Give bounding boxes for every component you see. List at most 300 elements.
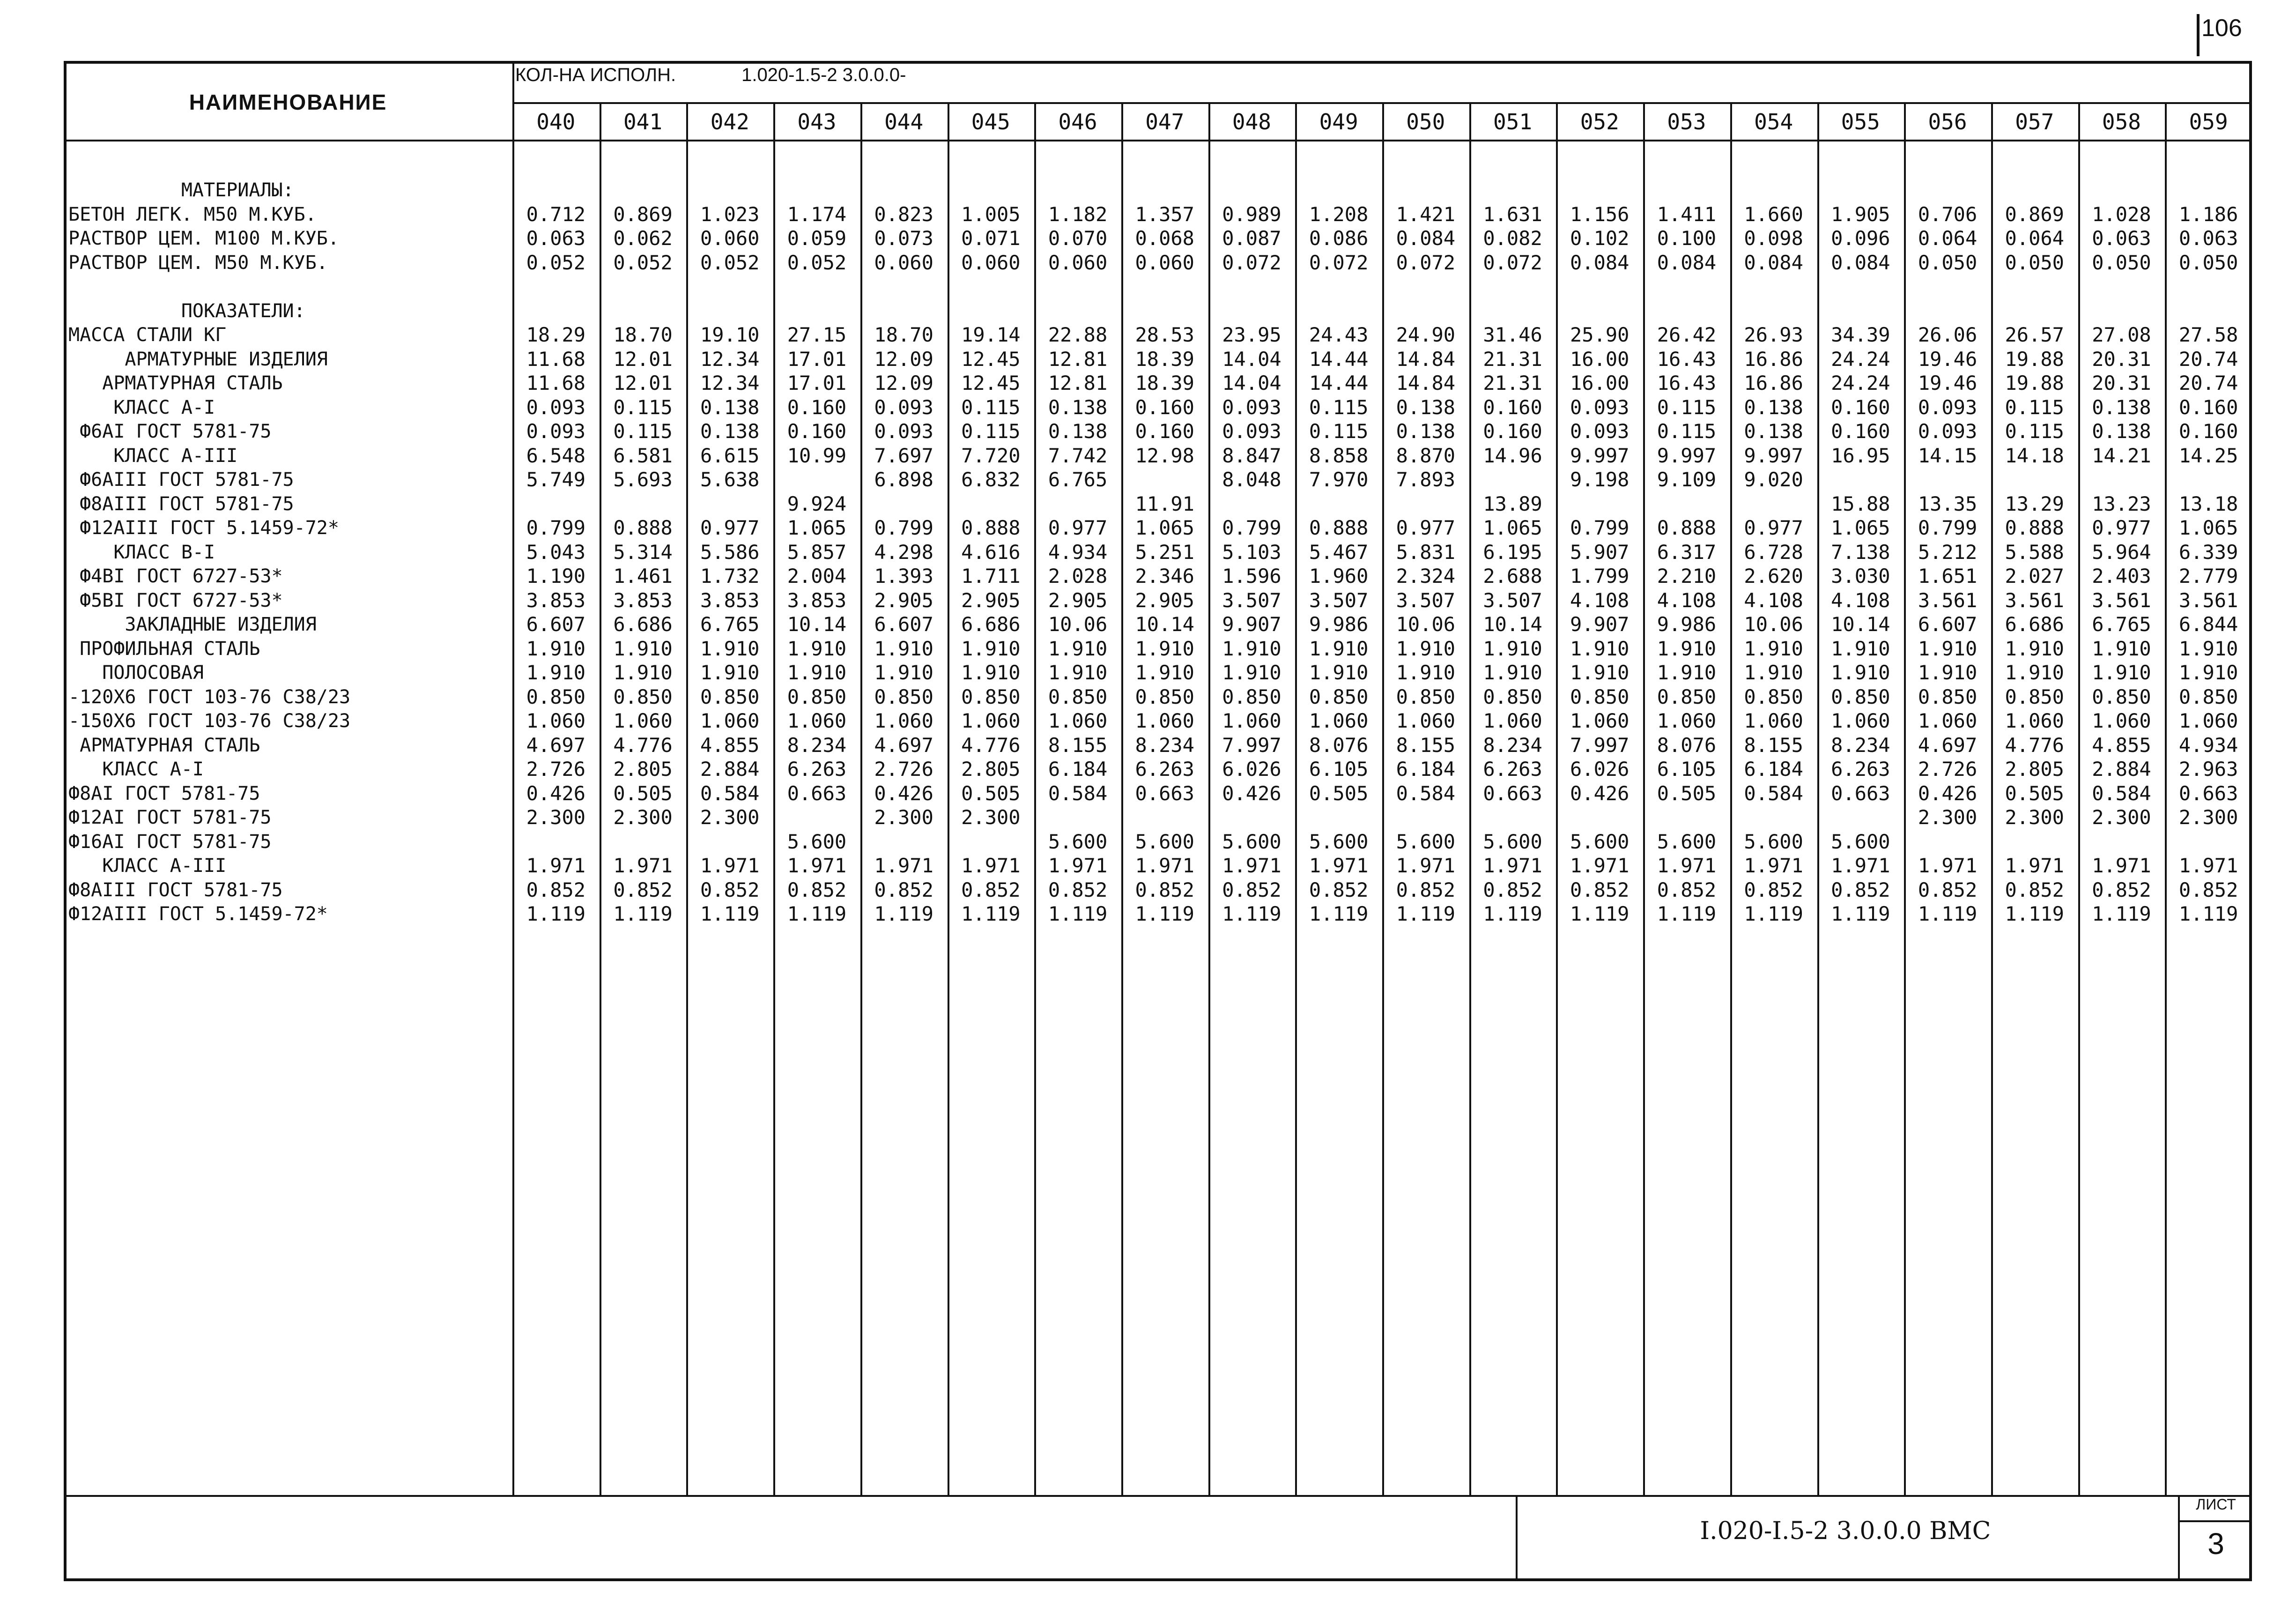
table-cell: 8.048 <box>1222 468 1281 491</box>
table-cell: 1.910 <box>1222 637 1281 660</box>
row-label: Ф5ВI ГОСТ 6727-53* <box>68 589 283 611</box>
table-cell: 5.638 <box>700 468 760 491</box>
table-cell: 1.119 <box>1483 902 1542 925</box>
table-cell: 0.071 <box>961 227 1021 250</box>
table-cell: 5.600 <box>1222 830 1281 853</box>
table-cell: 1.119 <box>1744 902 1803 925</box>
table-cell: 4.697 <box>1918 733 1978 757</box>
table-cell: 1.971 <box>1744 854 1803 877</box>
row-label: БЕТОН ЛЕГК. М50 М.КУБ. <box>68 203 317 225</box>
table-cell: 1.971 <box>2005 854 2064 877</box>
table-cell: 1.060 <box>1918 709 1978 732</box>
table-cell: 1.910 <box>613 661 673 684</box>
table-cell: 0.888 <box>2005 516 2064 539</box>
table-cell: 25.90 <box>1570 323 1629 346</box>
table-cell: 27.58 <box>2178 323 2238 346</box>
table-cell: 0.115 <box>613 420 673 443</box>
table-cell: 1.971 <box>1396 854 1456 877</box>
table-cell: 8.155 <box>1396 733 1456 757</box>
table-cell: 1.910 <box>1744 637 1803 660</box>
table-cell: 0.663 <box>1831 781 1890 805</box>
table-cell: 9.997 <box>1744 444 1803 467</box>
table-cell: 1.960 <box>1309 565 1369 588</box>
table-cell: 0.426 <box>1918 781 1978 805</box>
table-cell: 1.910 <box>2092 637 2151 660</box>
row-label: КЛАСС А-III <box>68 855 227 877</box>
table-cell: 5.586 <box>700 540 760 564</box>
table-cell: 13.18 <box>2178 492 2238 515</box>
column-header: 051 <box>1493 109 1533 134</box>
sheet-label: ЛИСТ <box>2196 1496 2236 1513</box>
table-cell: 2.884 <box>700 758 760 781</box>
table-cell: 1.910 <box>700 637 760 660</box>
table-cell: 1.910 <box>1048 661 1108 684</box>
table-cell: 13.89 <box>1483 492 1542 515</box>
table-cell: 0.852 <box>526 878 586 901</box>
table-cell: 0.850 <box>1309 685 1369 708</box>
table-cell: 2.300 <box>874 806 933 829</box>
table-cell: 0.852 <box>1831 878 1890 901</box>
table-cell: 0.160 <box>1135 395 1194 419</box>
table-cell: 5.588 <box>2005 540 2064 564</box>
table-cell: 0.426 <box>1570 781 1629 805</box>
table-cell: 0.852 <box>613 878 673 901</box>
table-cell: 4.697 <box>526 733 586 757</box>
table-cell: 0.115 <box>1309 420 1369 443</box>
table-cell: 1.910 <box>1570 637 1629 660</box>
column-header: 041 <box>623 109 663 134</box>
table-cell: 16.43 <box>1657 347 1717 371</box>
table-cell: 0.093 <box>526 420 586 443</box>
table-cell: 2.300 <box>2005 806 2064 829</box>
table-cell: 6.195 <box>1483 540 1542 564</box>
table-cell: 16.00 <box>1570 347 1629 371</box>
table-cell: 0.093 <box>874 395 933 419</box>
table-cell: 10.06 <box>1048 613 1108 636</box>
table-cell: 0.063 <box>2178 227 2238 250</box>
table-cell: 2.027 <box>2005 565 2064 588</box>
table-cell: 2.963 <box>2178 758 2238 781</box>
table-cell: 2.905 <box>1048 588 1108 612</box>
row-label: -150Х6 ГОСТ 103-76 С38/23 <box>68 710 351 732</box>
table-cell: 14.44 <box>1309 347 1369 371</box>
table-cell: 0.100 <box>1657 227 1717 250</box>
table-cell: 6.026 <box>1570 758 1629 781</box>
table-cell: 1.910 <box>1570 661 1629 684</box>
column-header: 053 <box>1667 109 1706 134</box>
table-cell: 6.263 <box>1831 758 1890 781</box>
table-cell: 0.138 <box>700 395 760 419</box>
table-cell: 7.997 <box>1570 733 1629 757</box>
table-cell: 1.119 <box>1831 902 1890 925</box>
table-cell: 0.115 <box>1309 395 1369 419</box>
table-cell: 9.198 <box>1570 468 1629 491</box>
table-cell: 0.062 <box>613 227 673 250</box>
table-cell: 14.15 <box>1918 444 1978 467</box>
table-cell: 4.855 <box>700 733 760 757</box>
table-cell: 1.971 <box>2092 854 2151 877</box>
column-header: 054 <box>1754 109 1793 134</box>
table-cell: 0.160 <box>1831 395 1890 419</box>
column-header: 048 <box>1232 109 1271 134</box>
table-cell: 1.910 <box>1222 661 1281 684</box>
column-header: 043 <box>797 109 837 134</box>
table-cell: 5.251 <box>1135 540 1194 564</box>
table-cell: 4.855 <box>2092 733 2151 757</box>
table-cell: 4.934 <box>2178 733 2238 757</box>
table-cell: 5.600 <box>1048 830 1108 853</box>
table-cell: 4.776 <box>2005 733 2064 757</box>
row-label: КЛАСС А-I <box>68 759 204 780</box>
table-cell: 0.115 <box>1657 395 1717 419</box>
table-cell: 1.971 <box>1048 854 1108 877</box>
table-cell: 0.096 <box>1831 227 1890 250</box>
table-cell: 0.138 <box>1048 395 1108 419</box>
table-cell: 0.138 <box>1744 420 1803 443</box>
table-cell: 1.119 <box>2178 902 2238 925</box>
table-cell: 2.300 <box>2178 806 2238 829</box>
table-cell: 0.160 <box>1831 420 1890 443</box>
table-cell: 0.060 <box>1135 251 1194 274</box>
table-cell: 16.95 <box>1831 444 1890 467</box>
table-cell: 1.119 <box>613 902 673 925</box>
table-cell: 16.86 <box>1744 372 1803 394</box>
row-label: Ф8АI ГОСТ 5781-75 <box>68 782 260 804</box>
row-label: РАСТВОР ЦЕМ. М50 М.КУБ. <box>68 252 328 274</box>
table-cell: 8.155 <box>1744 733 1803 757</box>
table-cell: 0.072 <box>1222 251 1281 274</box>
table-cell: 1.119 <box>787 902 847 925</box>
table-cell: 1.910 <box>1918 637 1978 660</box>
table-cell: 4.776 <box>613 733 673 757</box>
table-cell: 6.898 <box>874 468 933 491</box>
table-cell: 0.977 <box>1396 516 1456 539</box>
table-cell: 1.060 <box>613 709 673 732</box>
table-cell: 8.234 <box>1483 733 1542 757</box>
table-cell: 0.799 <box>1570 516 1629 539</box>
table-cell: 0.052 <box>700 251 760 274</box>
table-cell: 18.39 <box>1135 372 1194 394</box>
table-cell: 18.70 <box>874 323 933 346</box>
table-cell: 0.850 <box>613 685 673 708</box>
table-cell: 2.004 <box>787 565 847 588</box>
table-cell: 0.050 <box>2092 251 2151 274</box>
column-header: 052 <box>1580 109 1619 134</box>
table-cell: 6.844 <box>2178 613 2238 636</box>
table-cell: 3.853 <box>613 588 673 612</box>
table-cell: 26.93 <box>1744 323 1803 346</box>
table-cell: 1.060 <box>1396 709 1456 732</box>
table-cell: 0.138 <box>700 420 760 443</box>
table-cell: 1.799 <box>1570 565 1629 588</box>
table-cell: 14.04 <box>1222 372 1281 394</box>
table-cell: 7.742 <box>1048 444 1108 467</box>
column-header: 044 <box>884 109 924 134</box>
page-number-bar <box>2197 14 2200 56</box>
table-cell: 4.776 <box>961 733 1021 757</box>
table-cell: 4.108 <box>1570 588 1629 612</box>
table-cell: 19.88 <box>2005 372 2064 394</box>
row-label: КЛАСС В-I <box>68 541 215 563</box>
table-cell: 5.600 <box>1657 830 1717 853</box>
table-cell: 1.910 <box>961 661 1021 684</box>
table-cell: 12.34 <box>700 347 760 371</box>
table-cell: 1.971 <box>1570 854 1629 877</box>
table-cell: 7.970 <box>1309 468 1369 491</box>
table-cell: 0.869 <box>2005 202 2064 226</box>
table-cell: 12.09 <box>874 347 933 371</box>
table-cell: 6.026 <box>1222 758 1281 781</box>
table-cell: 1.910 <box>1744 661 1803 684</box>
table-cell: 0.093 <box>1918 420 1978 443</box>
table-cell: 12.34 <box>700 372 760 394</box>
table-cell: 8.847 <box>1222 444 1281 467</box>
table-cell: 16.00 <box>1570 372 1629 394</box>
table-cell: 0.138 <box>1744 395 1803 419</box>
table-cell: 27.15 <box>787 323 847 346</box>
table-cell: 1.910 <box>1483 661 1542 684</box>
table-cell: 0.850 <box>700 685 760 708</box>
table-cell: 0.093 <box>1570 395 1629 419</box>
table-cell: 22.88 <box>1048 323 1108 346</box>
table-cell: 5.103 <box>1222 540 1281 564</box>
table-cell: 4.616 <box>961 540 1021 564</box>
table-cell: 1.060 <box>787 709 847 732</box>
table-cell: 0.093 <box>874 420 933 443</box>
table-cell: 1.119 <box>1918 902 1978 925</box>
table-cell: 1.060 <box>2178 709 2238 732</box>
table-cell: 1.910 <box>787 637 847 660</box>
table-cell: 1.411 <box>1657 202 1717 226</box>
table-cell: 0.052 <box>787 251 847 274</box>
table-cell: 6.105 <box>1657 758 1717 781</box>
table-cell: 2.726 <box>526 758 586 781</box>
row-label: ПРОФИЛЬНАЯ СТАЛЬ <box>68 638 260 660</box>
table-cell: 1.971 <box>1918 854 1978 877</box>
table-cell: 20.74 <box>2178 347 2238 371</box>
table-cell: 6.263 <box>1483 758 1542 781</box>
sheet-divider-line <box>2178 1520 2252 1522</box>
table-cell: 1.910 <box>1657 661 1717 684</box>
table-cell: 4.108 <box>1657 588 1717 612</box>
column-header: 056 <box>1928 109 1967 134</box>
table-cell: 12.09 <box>874 372 933 394</box>
table-cell: 14.18 <box>2005 444 2064 467</box>
table-cell: 14.44 <box>1309 372 1369 394</box>
table-cell: 1.910 <box>1309 661 1369 684</box>
table-cell: 1.119 <box>526 902 586 925</box>
table-cell: 1.182 <box>1048 202 1108 226</box>
table-cell: 1.065 <box>2178 516 2238 539</box>
table-cell: 0.084 <box>1831 251 1890 274</box>
table-cell: 9.997 <box>1657 444 1717 467</box>
page-number: 106 <box>2201 15 2242 42</box>
table-cell: 0.050 <box>2005 251 2064 274</box>
table-cell: 0.052 <box>526 251 586 274</box>
table-cell: 6.686 <box>2005 613 2064 636</box>
table-cell: 0.850 <box>1744 685 1803 708</box>
table-cell: 19.14 <box>961 323 1021 346</box>
table-cell: 9.986 <box>1657 613 1717 636</box>
row-label: МАССА СТАЛИ КГ <box>68 324 227 346</box>
table-cell: 0.712 <box>526 202 586 226</box>
table-cell: 3.853 <box>787 588 847 612</box>
table-cell: 6.184 <box>1396 758 1456 781</box>
table-cell: 1.596 <box>1222 565 1281 588</box>
table-cell: 13.23 <box>2092 492 2151 515</box>
table-cell: 3.561 <box>2005 588 2064 612</box>
column-header: 057 <box>2015 109 2054 134</box>
table-cell: 5.964 <box>2092 540 2151 564</box>
table-cell: 6.686 <box>613 613 673 636</box>
table-cell: 1.910 <box>1135 637 1194 660</box>
table-cell: 0.850 <box>787 685 847 708</box>
table-cell: 10.06 <box>1396 613 1456 636</box>
table-cell: 10.14 <box>787 613 847 636</box>
table-cell: 0.160 <box>787 395 847 419</box>
table-cell: 5.857 <box>787 540 847 564</box>
table-cell: 2.905 <box>961 588 1021 612</box>
table-cell: 2.905 <box>1135 588 1194 612</box>
table-cell: 0.505 <box>613 781 673 805</box>
table-cell: 1.971 <box>613 854 673 877</box>
table-cell: 3.561 <box>1918 588 1978 612</box>
table-cell: 0.060 <box>961 251 1021 274</box>
table-cell: 2.324 <box>1396 565 1456 588</box>
table-cell: 1.156 <box>1570 202 1629 226</box>
header-top-line <box>512 61 1121 63</box>
header-name-label: НАИМЕНОВАНИЕ <box>189 89 387 114</box>
table-cell: 15.88 <box>1831 492 1890 515</box>
table-cell: 12.81 <box>1048 347 1108 371</box>
column-header: 040 <box>536 109 576 134</box>
sheet-number: 3 <box>2207 1527 2224 1561</box>
table-cell: 1.065 <box>787 516 847 539</box>
table-cell: 0.426 <box>526 781 586 805</box>
row-label: Ф12АI ГОСТ 5781-75 <box>68 807 272 828</box>
table-cell: 1.065 <box>1135 516 1194 539</box>
table-cell: 0.850 <box>1135 685 1194 708</box>
table-cell: 1.005 <box>961 202 1021 226</box>
doc-ref: 1.020-1.5-2 3.0.0.0- <box>741 64 906 85</box>
table-cell: 4.934 <box>1048 540 1108 564</box>
table-cell: 0.138 <box>1396 420 1456 443</box>
table-cell: 12.45 <box>961 347 1021 371</box>
table-cell: 0.852 <box>874 878 933 901</box>
table-cell: 0.663 <box>2178 781 2238 805</box>
table-cell: 0.138 <box>2092 420 2151 443</box>
table-cell: 0.850 <box>2092 685 2151 708</box>
table-cell: 24.24 <box>1831 372 1890 394</box>
table-cell: 0.093 <box>1570 420 1629 443</box>
table-cell: 6.263 <box>1135 758 1194 781</box>
table-cell: 0.050 <box>2178 251 2238 274</box>
table-cell: 6.615 <box>700 444 760 467</box>
table-cell: 1.208 <box>1309 202 1369 226</box>
footer-line <box>64 1495 2252 1497</box>
table-cell: 2.403 <box>2092 565 2151 588</box>
row-label: КЛАСС А-III <box>68 445 238 467</box>
table-cell: 1.910 <box>787 661 847 684</box>
table-cell: 1.971 <box>2178 854 2238 877</box>
table-cell: 1.421 <box>1396 202 1456 226</box>
table-cell: 1.971 <box>1309 854 1369 877</box>
table-cell: 0.072 <box>1396 251 1456 274</box>
row-label: РАСТВОР ЦЕМ. М100 М.КУБ. <box>68 228 339 249</box>
table-cell: 9.020 <box>1744 468 1803 491</box>
table-cell: 5.600 <box>787 830 847 853</box>
table-cell: 31.46 <box>1483 323 1542 346</box>
table-cell: 1.910 <box>2178 637 2238 660</box>
table-cell: 1.060 <box>1309 709 1369 732</box>
table-cell: 0.850 <box>1918 685 1978 708</box>
table-cell: 1.119 <box>2092 902 2151 925</box>
table-cell: 18.70 <box>613 323 673 346</box>
table-cell: 1.060 <box>1744 709 1803 732</box>
table-cell: 0.063 <box>526 227 586 250</box>
table-cell: 19.46 <box>1918 347 1978 371</box>
table-cell: 3.853 <box>526 588 586 612</box>
row-label: Ф16АI ГОСТ 5781-75 <box>68 831 272 853</box>
table-cell: 0.052 <box>613 251 673 274</box>
table-cell: 0.505 <box>1309 781 1369 805</box>
table-cell: 13.29 <box>2005 492 2064 515</box>
table-cell: 6.317 <box>1657 540 1717 564</box>
table-cell: 16.43 <box>1657 372 1717 394</box>
table-cell: 5.600 <box>1396 830 1456 853</box>
table-cell: 26.06 <box>1918 323 1978 346</box>
row-label: АРМАТУРНЫЕ ИЗДЕЛИЯ <box>68 348 328 370</box>
row-label: Ф8АIII ГОСТ 5781-75 <box>68 493 294 515</box>
table-cell: 0.850 <box>1570 685 1629 708</box>
table-cell: 0.663 <box>1135 781 1194 805</box>
table-cell: 0.888 <box>1309 516 1369 539</box>
table-cell: 0.505 <box>961 781 1021 805</box>
table-cell: 0.082 <box>1483 227 1542 250</box>
table-cell: 0.852 <box>1396 878 1456 901</box>
table-cell: 1.119 <box>1135 902 1194 925</box>
table-cell: 1.060 <box>526 709 586 732</box>
table-cell: 3.561 <box>2092 588 2151 612</box>
table-cell: 0.977 <box>2092 516 2151 539</box>
row-label: КЛАСС А-I <box>68 396 215 418</box>
row-label: ПОЛОСОВАЯ <box>68 662 204 684</box>
table-cell: 9.924 <box>787 492 847 515</box>
table-cell: 0.852 <box>1483 878 1542 901</box>
table-cell: 1.060 <box>1483 709 1542 732</box>
table-cell: 0.663 <box>787 781 847 805</box>
table-cell: 3.507 <box>1483 588 1542 612</box>
table-cell: 1.060 <box>1831 709 1890 732</box>
table-cell: 0.888 <box>961 516 1021 539</box>
table-cell: 5.600 <box>1483 830 1542 853</box>
table-cell: 8.858 <box>1309 444 1369 467</box>
table-cell: 1.119 <box>1309 902 1369 925</box>
table-cell: 1.065 <box>1831 516 1890 539</box>
table-cell: 0.852 <box>961 878 1021 901</box>
table-cell: 2.726 <box>874 758 933 781</box>
table-cell: 19.46 <box>1918 372 1978 394</box>
table-cell: 11.68 <box>526 372 586 394</box>
table-cell: 1.910 <box>1309 637 1369 660</box>
row-label: МАТЕРИАЛЫ: <box>68 179 294 201</box>
table-cell: 2.905 <box>874 588 933 612</box>
row-label: Ф6АIII ГОСТ 5781-75 <box>68 469 294 491</box>
table-cell: 1.119 <box>874 902 933 925</box>
table-cell: 1.186 <box>2178 202 2238 226</box>
table-cell: 1.910 <box>1135 661 1194 684</box>
table-cell: 0.706 <box>1918 202 1978 226</box>
